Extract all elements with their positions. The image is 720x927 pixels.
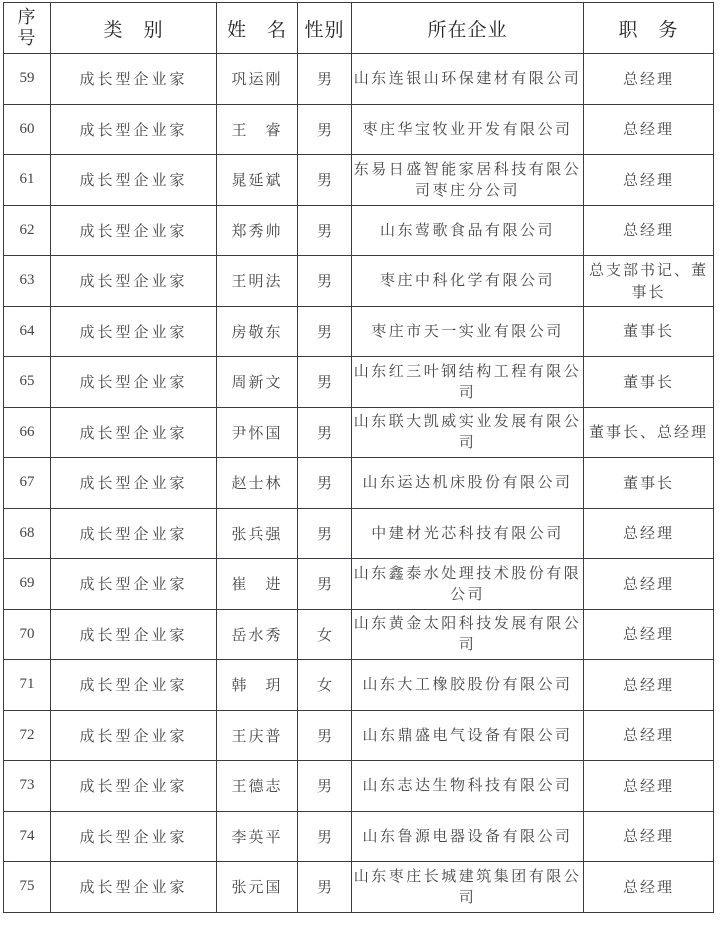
table-row [4,407,714,458]
row-name: 赵士林 [217,458,298,509]
row-company: 山东黄金太阳科技发展有限公司 [352,609,584,660]
row-company: 枣庄中科化学有限公司 [352,256,584,307]
row-number: 74 [4,811,51,862]
row-category: 成长型企业家 [51,508,217,559]
row-position: 总经理 [584,104,714,155]
row-name: 崔 进 [217,559,298,610]
row-gender: 男 [298,862,352,913]
row-company: 山东联大凯威实业发展有限公司 [352,407,584,458]
row-company: 山东莺歌食品有限公司 [352,205,584,256]
row-gender: 男 [298,155,352,206]
row-company: 山东红三叶钢结构工程有限公司 [352,357,584,408]
row-position: 总经理 [584,862,714,913]
row-name: 李英平 [217,811,298,862]
table-row [4,104,714,155]
row-name: 郑秀帅 [217,205,298,256]
row-name: 晁延斌 [217,155,298,206]
row-company: 山东鲁源电器设备有限公司 [352,811,584,862]
row-category: 成长型企业家 [51,407,217,458]
row-name: 王明法 [217,256,298,307]
row-number: 62 [4,205,51,256]
row-gender: 男 [298,811,352,862]
table-row [4,559,714,610]
header-index [4,3,51,54]
row-name: 张兵强 [217,508,298,559]
table-row [4,609,714,660]
row-name: 王 睿 [217,104,298,155]
row-category: 成长型企业家 [51,54,217,105]
table-row [4,508,714,559]
row-company: 山东枣庄长城建筑集团有限公司 [352,862,584,913]
row-number: 70 [4,609,51,660]
row-company: 枣庄华宝牧业开发有限公司 [352,104,584,155]
row-position: 董事长 [584,458,714,509]
table-row [4,306,714,357]
row-number: 64 [4,306,51,357]
row-number: 75 [4,862,51,913]
table-body [4,54,714,913]
row-category: 成长型企业家 [51,761,217,812]
row-position: 总经理 [584,761,714,812]
row-number: 72 [4,710,51,761]
row-number: 71 [4,660,51,711]
row-company: 中建材光芯科技有限公司 [352,508,584,559]
row-name: 王德志 [217,761,298,812]
table-row [4,155,714,206]
table-row [4,54,714,105]
table-row [4,811,714,862]
row-company: 山东大工橡胶股份有限公司 [352,660,584,711]
row-gender: 男 [298,458,352,509]
row-position: 董事长、总经理 [584,407,714,458]
row-category: 成长型企业家 [51,559,217,610]
table-row [4,862,714,913]
entrepreneur-roster-table [3,2,714,913]
row-name: 房敬东 [217,306,298,357]
header-category: 类 别 [51,3,217,54]
row-gender: 男 [298,357,352,408]
row-number: 69 [4,559,51,610]
row-number: 65 [4,357,51,408]
table-row [4,357,714,408]
row-number: 73 [4,761,51,812]
row-gender: 男 [298,205,352,256]
row-number: 63 [4,256,51,307]
row-gender: 男 [298,54,352,105]
row-name: 岳水秀 [217,609,298,660]
row-gender: 男 [298,407,352,458]
row-company: 山东连银山环保建材有限公司 [352,54,584,105]
row-position: 总经理 [584,508,714,559]
row-name: 张元国 [217,862,298,913]
table-row [4,458,714,509]
row-category: 成长型企业家 [51,660,217,711]
row-category: 成长型企业家 [51,104,217,155]
row-number: 61 [4,155,51,206]
header-position: 职 务 [584,3,714,54]
header-index-line2: 号 [17,28,37,49]
header-company: 所在企业 [352,3,584,54]
row-company: 山东鼎盛电气设备有限公司 [352,710,584,761]
table-row [4,761,714,812]
row-category: 成长型企业家 [51,609,217,660]
table-row [4,205,714,256]
row-gender: 男 [298,559,352,610]
row-position: 总支部书记、董事长 [584,256,714,307]
row-category: 成长型企业家 [51,710,217,761]
row-company: 东易日盛智能家居科技有限公司枣庄分公司 [352,155,584,206]
row-gender: 男 [298,306,352,357]
row-category: 成长型企业家 [51,811,217,862]
row-position: 总经理 [584,205,714,256]
row-gender: 女 [298,660,352,711]
header-name: 姓 名 [217,3,298,54]
row-name: 王庆普 [217,710,298,761]
table-row [4,710,714,761]
header-gender: 性别 [298,3,352,54]
row-position: 总经理 [584,609,714,660]
row-gender: 男 [298,710,352,761]
row-category: 成长型企业家 [51,862,217,913]
header-index-line1: 序 [17,7,37,28]
row-category: 成长型企业家 [51,357,217,408]
row-position: 总经理 [584,660,714,711]
table-row [4,660,714,711]
row-position: 总经理 [584,811,714,862]
row-company: 山东鑫泰水处理技术股份有限公司 [352,559,584,610]
row-category: 成长型企业家 [51,306,217,357]
row-name: 尹怀国 [217,407,298,458]
row-category: 成长型企业家 [51,256,217,307]
row-position: 总经理 [584,559,714,610]
row-company: 山东运达机床股份有限公司 [352,458,584,509]
row-number: 68 [4,508,51,559]
row-position: 总经理 [584,54,714,105]
row-number: 59 [4,54,51,105]
row-name: 韩 玥 [217,660,298,711]
row-gender: 男 [298,104,352,155]
row-gender: 男 [298,761,352,812]
header-row [4,3,714,54]
row-position: 董事长 [584,306,714,357]
row-number: 60 [4,104,51,155]
row-gender: 男 [298,508,352,559]
row-number: 66 [4,407,51,458]
row-position: 总经理 [584,155,714,206]
table-row [4,256,714,307]
row-position: 董事长 [584,357,714,408]
row-number: 67 [4,458,51,509]
row-category: 成长型企业家 [51,458,217,509]
row-company: 枣庄市天一实业有限公司 [352,306,584,357]
row-gender: 男 [298,256,352,307]
row-category: 成长型企业家 [51,205,217,256]
row-company: 山东志达生物科技有限公司 [352,761,584,812]
row-position: 总经理 [584,710,714,761]
row-gender: 女 [298,609,352,660]
row-name: 巩运刚 [217,54,298,105]
row-name: 周新文 [217,357,298,408]
row-category: 成长型企业家 [51,155,217,206]
